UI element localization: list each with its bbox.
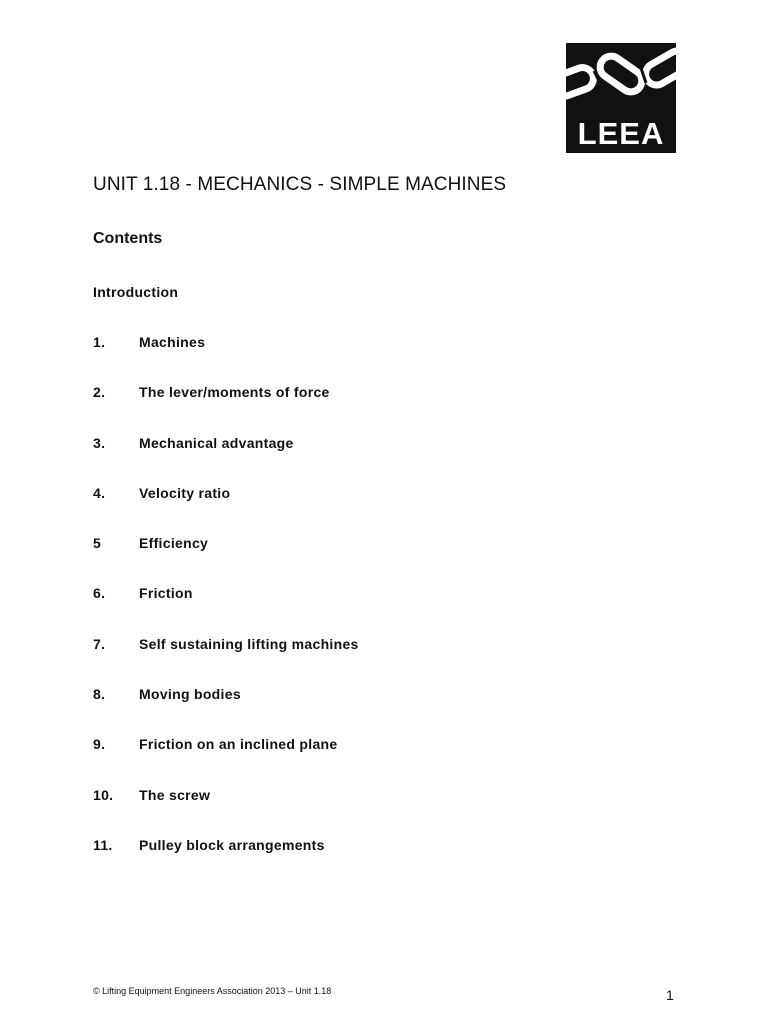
toc-item-label: The lever/moments of force [139,384,330,401]
toc-item [93,837,359,887]
toc-item [93,787,359,837]
toc-item-number: 2. [93,384,106,401]
contents-heading: Contents [93,230,163,247]
toc-item-label: Efficiency [139,535,209,552]
toc-item [93,636,359,686]
toc-item-label: Friction [139,585,193,602]
toc-item-label: The screw [139,786,211,803]
logo-text: LEEA [577,116,665,151]
toc-item [93,435,359,485]
toc-item [93,585,359,635]
toc-item-number: 9. [93,736,106,753]
toc-item [93,334,359,384]
toc-introduction: Introduction [93,284,179,300]
toc-item [93,686,359,736]
footer-copyright: © Lifting Equipment Engineers Association 2013 – Unit 1.18 [93,986,332,996]
toc-item-label: Friction on an inclined plane [139,736,338,753]
document-title: UNIT 1.18 - MECHANICS - SIMPLE MACHINES [93,174,507,195]
table-of-contents [93,334,359,887]
toc-item-label: Pulley block arrangements [139,836,325,853]
toc-item [93,736,359,786]
toc-item-label: Self sustaining lifting machines [139,635,359,652]
toc-item-label: Machines [139,334,206,350]
toc-item-number: 4. [93,484,106,501]
leea-logo [566,43,676,153]
toc-item-number: 3. [93,434,106,451]
toc-item-label: Mechanical advantage [139,434,294,451]
toc-item-number: 8. [93,686,106,703]
toc-item-number: 10. [93,786,114,803]
toc-item [93,485,359,535]
toc-item-number: 5 [93,535,102,552]
toc-item-label: Velocity ratio [139,484,231,501]
toc-item-label: Moving bodies [139,686,241,703]
page-number: 1 [666,987,674,1003]
toc-item-number: 11. [93,836,113,853]
toc-item [93,384,359,434]
toc-item [93,535,359,585]
toc-item-number: 1. [93,334,106,350]
toc-item-number: 6. [93,585,106,602]
chain-links-icon [566,43,676,153]
toc-item-number: 7. [93,635,106,652]
